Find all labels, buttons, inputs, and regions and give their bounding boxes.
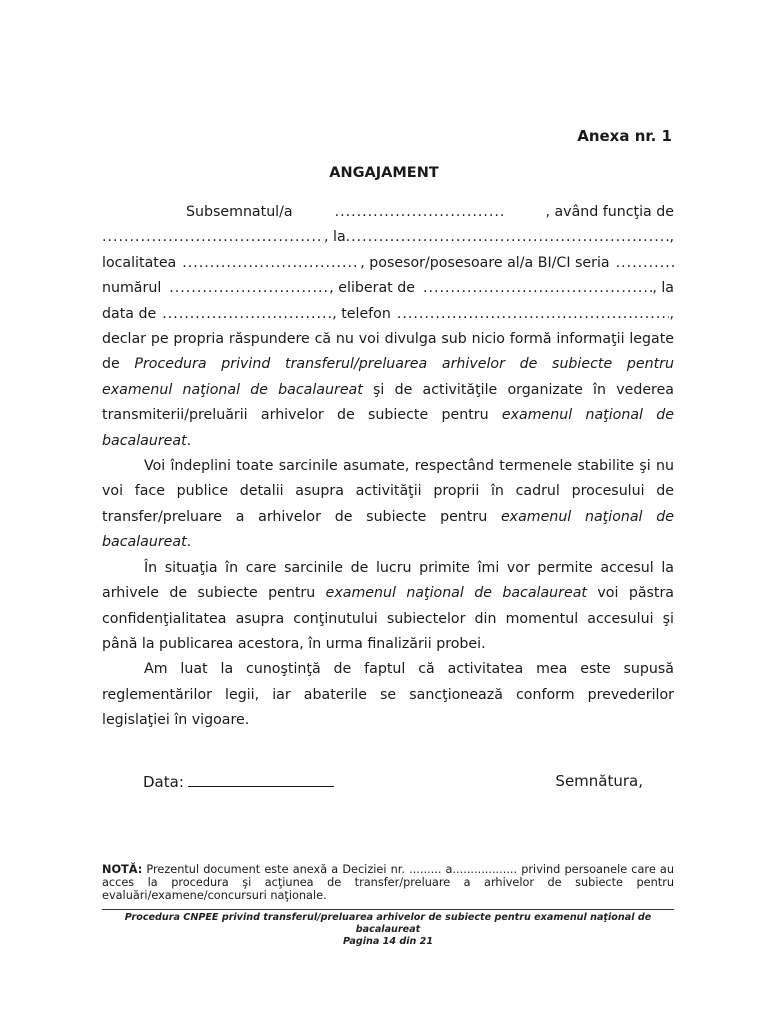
- form-label: numărul: [102, 280, 162, 297]
- fill-in-dots: [182, 251, 360, 276]
- fill-in-dots: [423, 276, 652, 301]
- fill-in-dots: [397, 302, 670, 327]
- exam-name: examenul naţional de bacalaureat: [325, 585, 587, 602]
- form-label: ,: [669, 305, 674, 322]
- text-run: .: [186, 432, 192, 449]
- fill-in-dots: [346, 225, 670, 250]
- form-label: Subsemnatul/a: [186, 204, 293, 220]
- date-blank-line: [188, 772, 334, 787]
- document-title: ANGAJAMENT: [329, 165, 439, 181]
- exam-name: examenul naţional de bacalaureat: [102, 407, 675, 449]
- note-label: NOTĂ:: [102, 863, 143, 876]
- text-run: şi de activităţile organizate în vederea transmiterii/preluării arhivelor de subiecte pentru: [102, 381, 674, 424]
- form-line-5: [102, 302, 674, 327]
- form-label: ,: [669, 229, 674, 246]
- form-label: data de: [102, 305, 157, 322]
- form-label: , eliberat de: [329, 280, 415, 297]
- footer-title: Procedura CNPEE privind transferul/preluarea arhivelor de subiecte pentru examenul naţional de bacalaureat: [124, 912, 652, 935]
- date-field: [143, 772, 334, 791]
- page-number: Pagina 14 din 21: [342, 936, 434, 947]
- paragraph-confidentiality: [102, 556, 674, 658]
- annex-number: Anexa nr. 1: [577, 127, 672, 145]
- fill-in-dots: [162, 302, 332, 327]
- paragraph-legal: Am luat la cunoştinţă de faptul că activitatea mea este supusă reglementărilor legii, iar abaterile se sancţionează conform prevederilor legislaţiei în vigoare.: [102, 661, 674, 729]
- date-label: Data:: [143, 773, 184, 791]
- fill-in-dots: [293, 200, 504, 225]
- page-footer: [102, 912, 674, 948]
- fill-in-dots: [169, 276, 329, 301]
- form-line-4: [102, 276, 674, 301]
- text-run: Voi îndeplini toate sarcinile asumate, respectând termenele stabilite şi nu voi face publice detalii asupra activităţii proprii în cadrul procesului de transfer/preluare a arhivelor de subiecte pentru: [102, 458, 674, 525]
- fill-in-dots: [102, 225, 324, 250]
- fill-in-dots: [616, 251, 674, 276]
- form-label: , posesor/posesoare al/a BI/CI seria: [360, 254, 610, 271]
- footer-divider: [102, 909, 674, 910]
- signature-label: Semnătura,: [555, 772, 643, 790]
- exam-name: examenul naţional de bacalaureat: [102, 508, 674, 551]
- form-label: , la: [652, 280, 674, 297]
- form-line-3: [102, 251, 674, 276]
- form-line-1: [102, 200, 674, 225]
- form-label: , la: [324, 229, 346, 246]
- text-run: voi păstra confidenţialitatea asupra conţinutului subiectelor din momentul accesului şi până la publicarea acestora, în urma finalizării probei.: [102, 585, 675, 652]
- paragraph-declaration: [102, 327, 674, 454]
- form-label: localitatea: [102, 254, 177, 271]
- procedure-name: Procedura privind transferul/preluarea arhivelor de subiecte pentru examenul naţional de bacalaureat: [102, 356, 674, 398]
- paragraph-tasks: [102, 454, 674, 556]
- signature-row: [143, 772, 643, 791]
- form-label: , telefon: [332, 305, 391, 322]
- form-label: , având funcţia de: [545, 204, 674, 220]
- footnote: [102, 864, 674, 902]
- text-run: declar pe propria răspundere că nu voi divulga sub nicio formă informaţii legate de: [102, 331, 674, 373]
- text-run: În situaţia în care sarcinile de lucru primite îmi vor permite accesul la arhivele de subiecte pentru: [102, 559, 674, 602]
- form-line-2: [102, 225, 674, 250]
- text-run: .: [186, 534, 192, 551]
- document-body: [102, 200, 674, 734]
- note-text: Prezentul document este anexă a Deciziei nr. ......... a.................. privind persoanele care au acces la procedura şi acţiunea de transfer/preluare a arhivelor de subiecte pentru evaluări/examene/concursuri naţionale.: [102, 863, 674, 902]
